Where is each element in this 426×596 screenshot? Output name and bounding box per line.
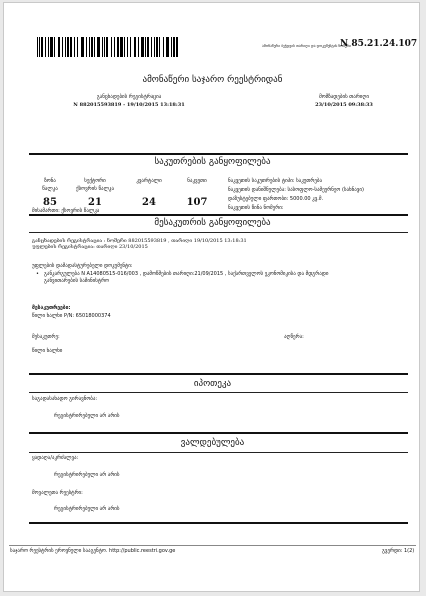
barcode-bar — [159, 37, 160, 57]
divider — [29, 432, 408, 434]
owner-name: წილი ხალხი — [32, 348, 63, 354]
sector-value: 21 — [88, 197, 102, 208]
divider — [29, 392, 408, 393]
parcel-ownership-type: ნაკვეთის საკუთრების ტიპი: საკუთრება — [228, 178, 323, 184]
barcode-bar — [134, 37, 136, 57]
page-number: გვერდი: 1(2) — [382, 548, 415, 554]
barcode-bar — [48, 37, 49, 57]
seizure-value: რეგისტრირებული არ არის — [54, 472, 120, 478]
barcode-bar — [62, 37, 63, 57]
owner-application-registration: განცხადების რეგისტრაცია : ნომერი 882015593819 , თარიღი 19/10/2015 13:18:31 — [32, 238, 247, 244]
barcode-bar — [58, 37, 60, 57]
barcode-bar — [151, 37, 152, 57]
barcode-bar — [70, 37, 72, 57]
barcode-bar — [102, 37, 103, 57]
barcode-bar — [127, 37, 128, 57]
barcode-bar — [74, 37, 75, 57]
application-reg-label: განცხადების რეგისტრაცია — [96, 94, 162, 100]
barcode-bar — [120, 37, 123, 57]
barcode-bar — [77, 37, 78, 57]
basis-document-line1: განკარგულება N A14080515-016/003 , დამოწმების თარიღი:21/09/2015 , საქართველოს ეკონომიკისა და მდგრადი — [44, 271, 329, 277]
parcel-value: 107 — [186, 197, 208, 208]
owners-label: მესაკუთრეები: — [32, 305, 71, 311]
barcode-bar — [89, 37, 90, 57]
barcode-bar — [54, 37, 55, 57]
parcel-label: ნაკვეთი — [187, 178, 207, 184]
barcode-bar — [65, 37, 66, 57]
owner-identification: წილი ხალხი P/N: 65018000374 — [32, 313, 111, 319]
barcode-bar — [97, 37, 100, 57]
divider — [29, 232, 408, 233]
parcel-purpose: ნაკვეთის დანიშნულება: სასოფლო-სამეურნეო (სახნავი) — [228, 187, 364, 193]
page-title: ამონაწერი საჯარო რეესტრიდან — [142, 75, 283, 85]
prepared-date-value: 23/10/2015 09:38:33 — [315, 102, 373, 108]
sector-label: სექტორი — [84, 178, 106, 184]
footer-divider — [9, 545, 416, 546]
barcode-bar — [111, 37, 112, 57]
description-label: აღწერა: — [284, 334, 304, 340]
barcode-bar — [173, 37, 175, 57]
divider — [29, 522, 408, 524]
obligations-section-title: ვალდებულება — [180, 438, 245, 448]
mortgage-section-title: იპოთეკა — [193, 379, 232, 389]
barcode-bar — [166, 37, 169, 57]
seizure-label: ყადაღა/აკრძალვა: — [32, 455, 79, 461]
parcel-area: დაზუსტებული ფართობი: 5000.00 კვ.მ. — [228, 196, 324, 202]
barcode-bar — [154, 37, 155, 57]
divider — [29, 214, 408, 216]
barcode-bar — [130, 37, 131, 57]
barcode-bar — [81, 37, 84, 57]
debtors-registry-value: რეგისტრირებული არ არის — [54, 506, 120, 512]
barcode-bar — [41, 37, 43, 57]
barcode-bar — [145, 37, 146, 57]
zone-label: ზონა — [44, 178, 56, 184]
barcode-bar — [39, 37, 40, 57]
barcode-bar — [124, 37, 125, 57]
barcode-bar — [104, 37, 105, 57]
barcode-bar — [141, 37, 144, 57]
barcode-bar — [114, 37, 115, 57]
right-registration-date: უფლების რეგისტრაცია: თარიღი 23/10/2015 — [32, 244, 148, 250]
barcode-bar — [176, 37, 178, 57]
barcode-bar — [91, 37, 93, 57]
barcode-bar — [86, 37, 87, 57]
barcode-bar — [67, 37, 69, 57]
document-number: N 85.21.24.107 — [340, 39, 418, 49]
parcel-previous-number: ნაკვეთის წინა ნომერი: — [228, 205, 284, 211]
barcode-bar — [147, 37, 149, 57]
barcode-bar — [117, 37, 119, 57]
owner-label: მესაკუთრე: — [32, 334, 60, 340]
basis-document-line2: განვითარების სამინისტრო — [44, 278, 109, 284]
barcode-bar — [37, 37, 38, 57]
bullet: • — [36, 271, 39, 277]
divider — [29, 153, 408, 155]
prepared-date-label: მომზადების თარიღი — [319, 94, 369, 100]
zone-name: წალკა — [42, 186, 58, 192]
barcode — [37, 37, 180, 57]
block-value: 24 — [142, 197, 156, 208]
barcode-caption: ამონაწერი ბეჭდვის თარიღი და დოკუმენტის ნომერი — [262, 44, 352, 48]
barcode-bar — [45, 37, 46, 57]
property-address: მისამართი: ქსოვრის წალკა — [32, 208, 100, 214]
tax-lien-label: საგადასახადო გირავნობა: — [32, 396, 98, 402]
barcode-bar — [156, 37, 158, 57]
barcode-bar — [50, 37, 53, 57]
owner-section-title: მესაკუთრის განყოფილება — [154, 218, 271, 228]
divider — [29, 373, 408, 375]
debtors-registry-label: მოვალეთა რეესტრი: — [32, 490, 83, 496]
block-label: კვარტალი — [136, 178, 162, 184]
barcode-bar — [94, 37, 95, 57]
sector-name: ქსოვრის წალკა — [76, 186, 114, 192]
barcode-bar — [138, 37, 139, 57]
property-section-title: საკუთრების განყოფილება — [154, 157, 271, 167]
divider — [29, 452, 408, 453]
application-reg-value: N 882015593819 - 19/10/2015 13:18:31 — [73, 102, 185, 108]
zone-value: 85 — [43, 197, 57, 208]
footer-agency: საჯარო რეესტრის ეროვნული სააგენტო. http://public.reestri.gov.ge — [10, 548, 176, 554]
document-page — [3, 2, 420, 592]
barcode-bar — [171, 37, 172, 57]
tax-lien-value: რეგისტრირებული არ არის — [54, 413, 120, 419]
basis-document-label: უფლების დამადასტურებელი დოკუმენტი: — [32, 263, 133, 269]
barcode-bar — [163, 37, 164, 57]
barcode-bar — [106, 37, 108, 57]
